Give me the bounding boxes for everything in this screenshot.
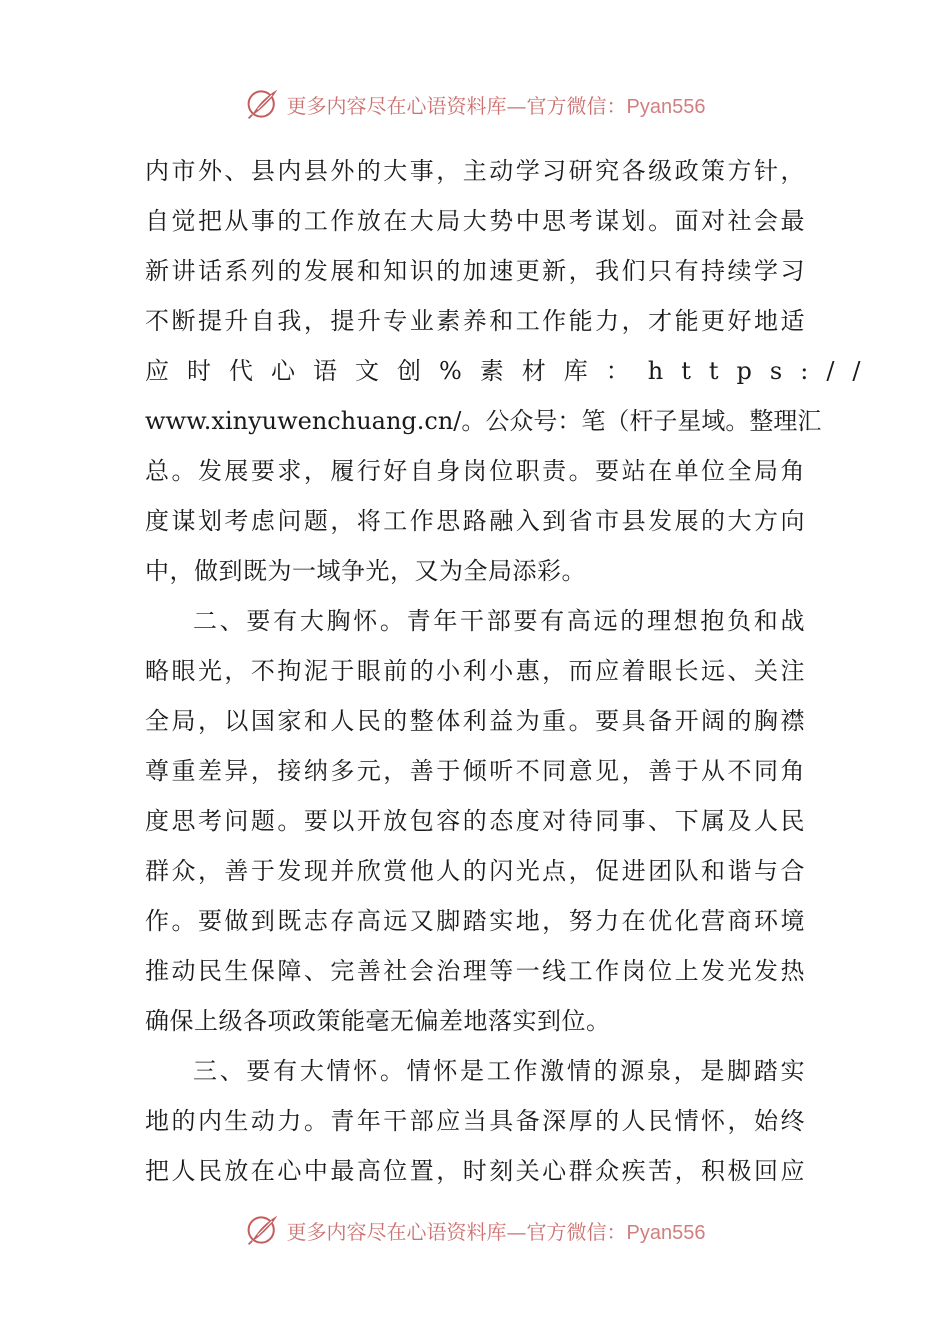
body-line: 不断提升自我，提升专业素养和工作能力，才能更好地适 xyxy=(145,307,805,335)
body-line-website: www.xinyuwenchuang.cn/。公众号：笔（杆子星域。整理汇 xyxy=(145,407,822,435)
footer-banner xyxy=(0,1208,950,1252)
body-line: 把人民放在心中最高位置，时刻关心群众疾苦，积极回应 xyxy=(145,1157,805,1185)
body-line: 作。要做到既志存高远又脚踏实地，努力在优化营商环境 xyxy=(145,907,805,935)
body-line: 确保上级各项政策能毫无偏差地落实到位。 xyxy=(145,1007,611,1035)
body-line: 全局，以国家和人民的整体利益为重。要具备开阔的胸襟 xyxy=(145,707,805,735)
body-line: 总。发展要求，履行好自身岗位职责。要站在单位全局角 xyxy=(145,457,805,485)
body-line: 内市外、县内县外的大事，主动学习研究各级政策方针， xyxy=(145,157,805,185)
body-line: 尊重差异，接纳多元，善于倾听不同意见，善于从不同角 xyxy=(145,757,805,785)
body-line: 群众，善于发现并欣赏他人的闪光点，促进团队和谐与合 xyxy=(145,857,805,885)
footer-banner-text xyxy=(287,1216,706,1245)
body-line: 自觉把从事的工作放在大局大势中思考谋划。面对社会最 xyxy=(145,207,805,235)
body-line: 度思考问题。要以开放包容的态度对待同事、下属及人民 xyxy=(145,807,805,835)
quill-pen-logo-icon xyxy=(245,86,281,122)
section-heading-line: 三、要有大情怀。情怀是工作激情的源泉，是脚踏实 xyxy=(193,1057,805,1085)
header-wechat-account: Pyan556 xyxy=(626,95,706,118)
section-heading-line: 二、要有大胸怀。青年干部要有高远的理想抱负和战 xyxy=(193,607,805,635)
quill-pen-logo-icon xyxy=(245,1212,281,1248)
body-line: 推动民生保障、完善社会治理等一线工作岗位上发光发热 xyxy=(145,957,805,985)
header-banner-label: 更多内容尽在心语资料库—官方微信： xyxy=(286,93,627,118)
body-line-with-url: 应时代心语文创%素材库：https:// xyxy=(145,357,879,385)
footer-wechat-account: Pyan556 xyxy=(626,1221,706,1244)
header-banner-text xyxy=(287,90,706,119)
document-body xyxy=(145,146,879,1196)
body-line: 度谋划考虑问题，将工作思路融入到省市县发展的大方向 xyxy=(145,507,805,535)
header-banner xyxy=(0,82,950,126)
body-line: 地的内生动力。青年干部应当具备深厚的人民情怀，始终 xyxy=(145,1107,805,1135)
body-line: 略眼光，不拘泥于眼前的小利小惠，而应着眼长远、关注 xyxy=(145,657,805,685)
body-line: 中，做到既为一域争光，又为全局添彩。 xyxy=(145,557,586,585)
body-line: 新讲话系列的发展和知识的加速更新，我们只有持续学习 xyxy=(145,257,805,285)
footer-banner-label: 更多内容尽在心语资料库—官方微信： xyxy=(286,1219,627,1244)
